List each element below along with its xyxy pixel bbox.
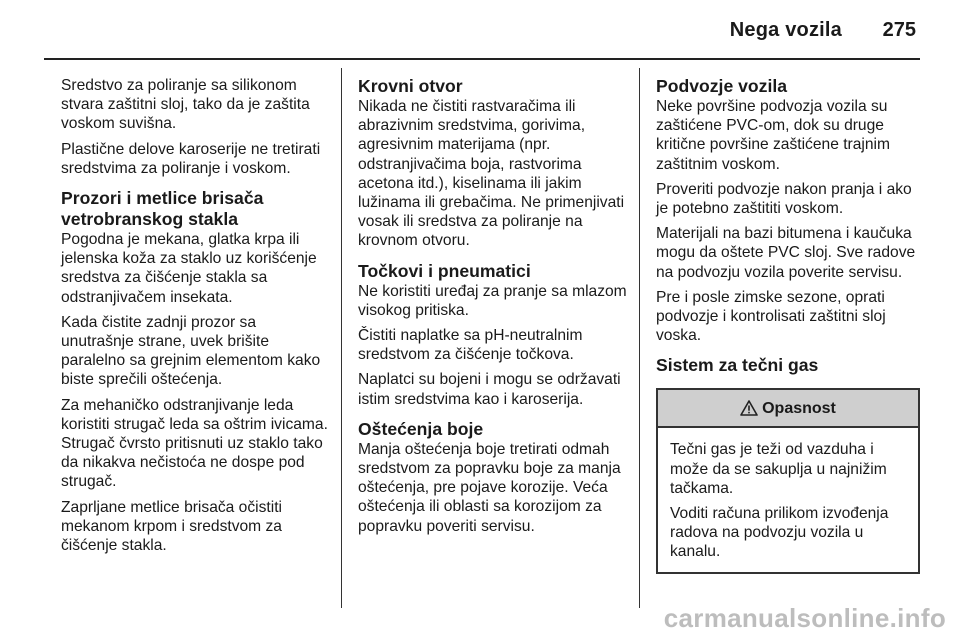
paragraph: Pogodna je mekana, glatka krpa ili jelenska koža za staklo uz korišćenje sredstva za čišćenje stakla sa odstranjivačem insekata. bbox=[61, 231, 317, 306]
paragraph: Za mehaničko odstranjivanje leda koristiti strugač leda sa oštrim ivicama. Strugač čvrsto pritisnuti uz staklo tako da nikakva nečistoća ne dospe pod strugač. bbox=[61, 396, 328, 491]
paragraph: Proveriti podvozje nakon pranja i ako je potebno zaštititi voskom. bbox=[656, 180, 912, 218]
paragraph: Čistiti naplatke sa pH-neutralnim sredstvom za čišćenje točkova. bbox=[358, 327, 583, 364]
section-heading: Prozori i metlice brisača vetrobranskog stakla bbox=[61, 188, 264, 230]
column-middle bbox=[358, 76, 631, 542]
page-number: 275 bbox=[882, 19, 916, 41]
paragraph: Ne koristiti uređaj za pranje sa mlazom visokog pritiska. bbox=[358, 282, 627, 319]
column-divider bbox=[639, 68, 640, 608]
paragraph: Neke površine podvozja vozila su zaštićene PVC-om, dok su druge kritične površine zaštićene trajnim zaštitnim voskom. bbox=[656, 98, 890, 173]
paragraph: Plastične delove karoserije ne tretirati sredstvima za poliranje i voskom. bbox=[61, 140, 321, 177]
column-divider bbox=[341, 68, 342, 608]
warning-body bbox=[658, 428, 918, 571]
paragraph: Naplatci su bojeni i mogu se održavati istim sredstvima kao i karoserija. bbox=[358, 371, 621, 408]
warning-triangle-icon bbox=[740, 400, 758, 416]
section-heading: Krovni otvor bbox=[358, 76, 463, 96]
paragraph: Pre i posle zimske sezone, oprati podvozje i kontrolisati zaštitni sloj voska. bbox=[656, 288, 886, 345]
section-heading: Podvozje vozila bbox=[656, 76, 788, 96]
paragraph: Zaprljane metlice brisača očistiti mekanom krpom i sredstvom za čišćenje stakla. bbox=[61, 498, 282, 555]
warning-header bbox=[658, 390, 918, 428]
column-left bbox=[61, 76, 333, 561]
paragraph: Voditi računa prilikom izvođenja radova na podvozju vozila u kanalu. bbox=[670, 505, 889, 561]
section-heading: Točkovi i pneumatici bbox=[358, 260, 531, 281]
warning-title: Opasnost bbox=[762, 399, 836, 417]
section-heading: Sistem za tečni gas bbox=[656, 355, 819, 376]
column-right bbox=[656, 76, 920, 574]
header-divider bbox=[44, 58, 920, 60]
paragraph: Nikada ne čistiti rastvaračima ili abrazivnim sredstvima, gorivima, agresivnim materijama (npr. odstranjivačima boja, rastvorima acetona itd.), kiselinama ili jakim lužinama ili grebačima. Ne primenjivati vosak ili sredstva za poliranje na krovnom otvoru. bbox=[358, 98, 625, 250]
section-heading: Oštećenja boje bbox=[358, 418, 484, 439]
paragraph: Kada čistite zadnji prozor sa unutrašnje strane, uvek brišite paralelno sa grejnim elementom kako biste sprečili oštećenja. bbox=[61, 313, 321, 389]
page-title: Nega vozila bbox=[729, 19, 842, 41]
paragraph: Tečni gas je teži od vazduha i može da se sakuplja u najnižim tačkama. bbox=[670, 441, 887, 497]
paragraph: Manja oštećenja boje tretirati odmah sredstvom za popravku boje za manja oštećenja, pre pojave korozije. Veća oštećenja ili oblasti sa korozijom za popravku poveriti servisu. bbox=[358, 440, 621, 535]
warning-box bbox=[656, 388, 920, 573]
paragraph: Sredstvo za poliranje sa silikonom stvara zaštitni sloj, tako da je zaštita voskom suvišna. bbox=[61, 77, 310, 133]
watermark: carmanualsonline.info bbox=[663, 603, 946, 633]
paragraph: Materijali na bazi bitumena i kaučuka mogu da oštete PVC sloj. Sve radove na podvozju vozila poverite servisu. bbox=[656, 225, 916, 281]
